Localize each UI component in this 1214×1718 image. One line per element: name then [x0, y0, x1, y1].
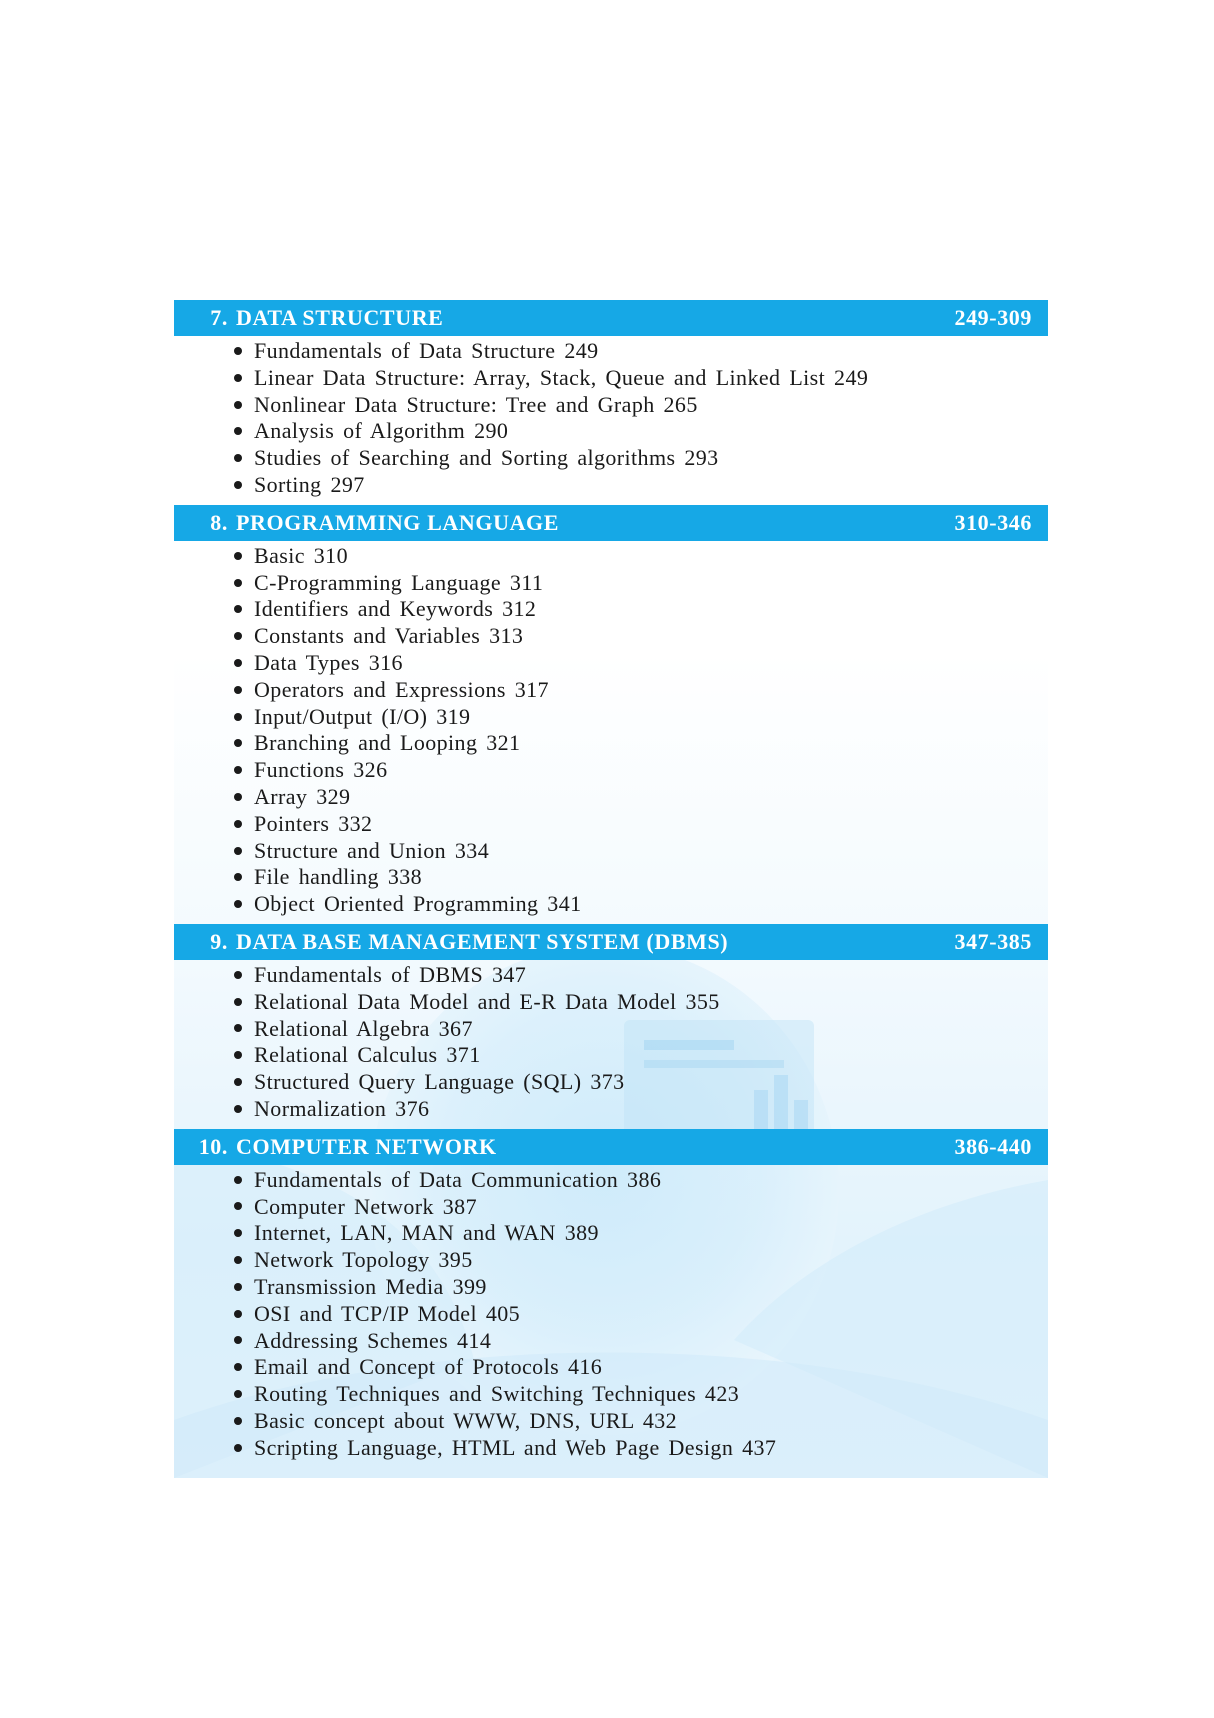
- section-number: 8.: [210, 509, 228, 535]
- section-page-range: 310-346: [954, 509, 1032, 535]
- topic-label: File handling 338: [254, 864, 423, 890]
- bullet-icon: [234, 1105, 242, 1113]
- bullet-icon: [234, 820, 242, 828]
- section-data-structure: [174, 300, 1048, 505]
- list-item: [234, 1274, 1048, 1301]
- list-item: [234, 757, 1048, 784]
- bullet-icon: [234, 401, 242, 409]
- bullet-icon: [234, 873, 242, 881]
- bullet-icon: [234, 1283, 242, 1291]
- list-item: [234, 962, 1048, 989]
- topic-label: Internet, LAN, MAN and WAN 389: [254, 1220, 599, 1246]
- bullet-icon: [234, 1336, 242, 1344]
- topic-label: Nonlinear Data Structure: Tree and Graph 265: [254, 391, 698, 417]
- list-item: [234, 623, 1048, 650]
- section-header: [174, 924, 1048, 960]
- section-header: [174, 1129, 1048, 1165]
- list-item: [234, 1194, 1048, 1221]
- list-item: [234, 418, 1048, 445]
- list-item: [234, 1301, 1048, 1328]
- topic-label: Structure and Union 334: [254, 837, 490, 863]
- bullet-icon: [234, 686, 242, 694]
- section-computer-network: [174, 1129, 1048, 1468]
- list-item: [234, 891, 1048, 918]
- topic-list: [174, 336, 1048, 505]
- topic-label: Fundamentals of Data Structure 249: [254, 338, 599, 363]
- section-title: DATA BASE MANAGEMENT SYSTEM (DBMS): [236, 928, 729, 954]
- section-number: 9.: [210, 928, 228, 954]
- list-item: [234, 1328, 1048, 1355]
- topic-label: Scripting Language, HTML and Web Page Design 437: [254, 1434, 777, 1460]
- bullet-icon: [234, 1078, 242, 1086]
- bullet-icon: [234, 847, 242, 855]
- bullet-icon: [234, 347, 242, 355]
- list-item: [234, 445, 1048, 472]
- topic-label: Branching and Looping 321: [254, 730, 521, 756]
- list-item: [234, 989, 1048, 1016]
- topic-label: Fundamentals of Data Communication 386: [254, 1166, 662, 1192]
- list-item: [234, 704, 1048, 731]
- bullet-icon: [234, 481, 242, 489]
- list-item: [234, 1042, 1048, 1069]
- list-item: [234, 1247, 1048, 1274]
- topic-label: Linear Data Structure: Array, Stack, Queue and Linked List 249: [254, 364, 869, 390]
- bullet-icon: [234, 713, 242, 721]
- bullet-icon: [234, 552, 242, 560]
- bullet-icon: [234, 659, 242, 667]
- bullet-icon: [234, 1444, 242, 1452]
- bullet-icon: [234, 1051, 242, 1059]
- list-item: [234, 730, 1048, 757]
- bullet-icon: [234, 1310, 242, 1318]
- list-item: [234, 365, 1048, 392]
- table-of-contents: [174, 300, 1048, 1478]
- bullet-icon: [234, 1229, 242, 1237]
- list-item: [234, 1096, 1048, 1123]
- list-item: [234, 543, 1048, 570]
- list-item: [234, 1167, 1048, 1194]
- topic-label: Identifiers and Keywords 312: [254, 596, 537, 622]
- list-item: [234, 784, 1048, 811]
- topic-label: Relational Data Model and E-R Data Model 355: [254, 988, 720, 1014]
- topic-label: C-Programming Language 311: [254, 569, 544, 595]
- bullet-icon: [234, 427, 242, 435]
- section-programming-language: [174, 505, 1048, 924]
- topic-label: Array 329: [254, 783, 351, 809]
- section-page-range: 249-309: [954, 305, 1032, 330]
- list-item: [234, 811, 1048, 838]
- bullet-icon: [234, 766, 242, 774]
- list-item: [234, 570, 1048, 597]
- bullet-icon: [234, 900, 242, 908]
- list-item: [234, 1381, 1048, 1408]
- topic-label: Addressing Schemes 414: [254, 1327, 492, 1353]
- bullet-icon: [234, 579, 242, 587]
- list-item: [234, 677, 1048, 704]
- topic-list: [174, 1165, 1048, 1468]
- list-item: [234, 1408, 1048, 1435]
- topic-label: Sorting 297: [254, 471, 365, 497]
- topic-list: [174, 541, 1048, 924]
- topic-label: Fundamentals of DBMS 347: [254, 961, 527, 987]
- section-header: [174, 505, 1048, 541]
- topic-label: Pointers 332: [254, 810, 373, 836]
- topic-label: Functions 326: [254, 757, 388, 783]
- topic-label: Email and Concept of Protocols 416: [254, 1354, 603, 1380]
- list-item: [234, 1354, 1048, 1381]
- bullet-icon: [234, 739, 242, 747]
- topic-label: Structured Query Language (SQL) 373: [254, 1069, 625, 1095]
- list-item: [234, 392, 1048, 419]
- topic-label: Relational Calculus 371: [254, 1042, 481, 1068]
- topic-list: [174, 960, 1048, 1129]
- topic-label: Relational Algebra 367: [254, 1015, 473, 1041]
- topic-label: Constants and Variables 313: [254, 623, 524, 649]
- bullet-icon: [234, 1256, 242, 1264]
- topic-label: Basic concept about WWW, DNS, URL 432: [254, 1407, 678, 1433]
- list-item: [234, 1220, 1048, 1247]
- list-item: [234, 1435, 1048, 1462]
- bullet-icon: [234, 1024, 242, 1032]
- topic-label: Object Oriented Programming 341: [254, 891, 582, 917]
- topic-label: Routing Techniques and Switching Techniques 423: [254, 1381, 740, 1407]
- topic-label: Transmission Media 399: [254, 1273, 487, 1299]
- bullet-icon: [234, 1417, 242, 1425]
- list-item: [234, 864, 1048, 891]
- bullet-icon: [234, 971, 242, 979]
- bullet-icon: [234, 605, 242, 613]
- list-item: [234, 1069, 1048, 1096]
- section-number: 10.: [198, 1133, 228, 1159]
- topic-label: Normalization 376: [254, 1095, 430, 1121]
- list-item: [234, 596, 1048, 623]
- section-title: COMPUTER NETWORK: [236, 1133, 497, 1159]
- bullet-icon: [234, 374, 242, 382]
- topic-label: OSI and TCP/IP Model 405: [254, 1300, 521, 1326]
- section-header: [174, 300, 1048, 336]
- topic-label: Basic 310: [254, 542, 348, 568]
- bullet-icon: [234, 1363, 242, 1371]
- topic-label: Input/Output (I/O) 319: [254, 703, 471, 729]
- topic-label: Network Topology 395: [254, 1247, 473, 1273]
- topic-label: Operators and Expressions 317: [254, 676, 549, 702]
- bullet-icon: [234, 998, 242, 1006]
- section-title: PROGRAMMING LANGUAGE: [236, 509, 560, 535]
- list-item: [234, 650, 1048, 677]
- section-dbms: [174, 924, 1048, 1129]
- topic-label: Studies of Searching and Sorting algorithms 293: [254, 445, 719, 471]
- list-item: [234, 838, 1048, 865]
- list-item: [234, 338, 1048, 365]
- bullet-icon: [234, 1176, 242, 1184]
- section-page-range: 386-440: [954, 1133, 1032, 1159]
- topic-label: Analysis of Algorithm 290: [254, 418, 509, 444]
- bullet-icon: [234, 454, 242, 462]
- list-item: [234, 472, 1048, 499]
- topic-label: Data Types 316: [254, 649, 403, 675]
- section-title: DATA STRUCTURE: [236, 305, 444, 330]
- section-number: 7.: [210, 305, 228, 330]
- bullet-icon: [234, 632, 242, 640]
- bullet-icon: [234, 1202, 242, 1210]
- bullet-icon: [234, 793, 242, 801]
- bullet-icon: [234, 1390, 242, 1398]
- list-item: [234, 1016, 1048, 1043]
- topic-label: Computer Network 387: [254, 1193, 477, 1219]
- section-page-range: 347-385: [954, 928, 1032, 954]
